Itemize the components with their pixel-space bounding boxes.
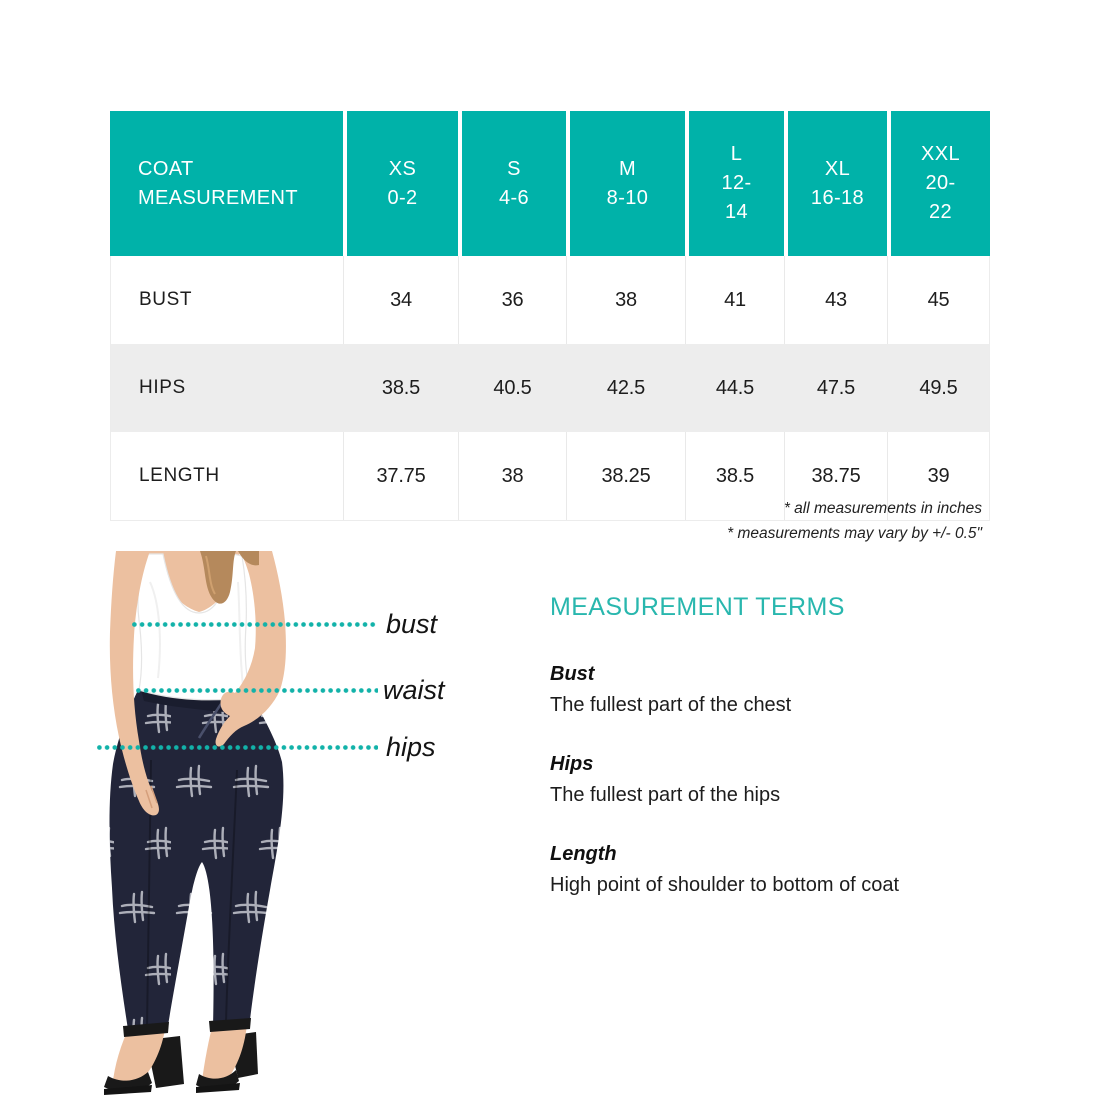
size-label: L [730, 143, 743, 165]
measurement-cell: 45 [887, 256, 989, 344]
table-header-row [110, 111, 990, 256]
table-row-hips [111, 344, 989, 432]
measurement-cell: 47.5 [784, 344, 887, 432]
table-title: COAT MEASUREMENT [138, 157, 298, 209]
term-name: Length [550, 843, 617, 865]
measurement-cell: 38.5 [343, 344, 458, 432]
size-table [110, 111, 990, 521]
row-label: LENGTH [139, 465, 220, 486]
measurement-cell: 36 [458, 256, 566, 344]
size-range: 8-10 [606, 186, 649, 209]
table-row-bust [111, 256, 989, 344]
bust-measure-line [132, 622, 378, 627]
measurement-cell: 38 [458, 432, 566, 520]
term-item-hips [550, 752, 995, 808]
table-body [110, 256, 990, 521]
row-label: HIPS [139, 377, 186, 398]
measurement-cell: 39 [887, 432, 989, 520]
size-column-header-xxl [887, 111, 990, 256]
size-column-header-xl [784, 111, 887, 256]
row-label: BUST [139, 289, 193, 310]
coat-measurement-header-cell [110, 111, 343, 256]
term-item-bust [550, 662, 995, 718]
term-name: Hips [550, 753, 594, 775]
size-label: XL [824, 157, 851, 180]
size-range: 12-14 [721, 172, 752, 223]
measurement-cell: 42.5 [566, 344, 685, 432]
measurement-cell: 43 [784, 256, 887, 344]
size-column-header-s [458, 111, 566, 256]
terms-title: MEASUREMENT TERMS [550, 593, 845, 621]
measurement-terms-section [550, 593, 995, 898]
term-item-length [550, 842, 995, 898]
size-label: S [507, 157, 521, 180]
size-range: 4-6 [498, 186, 530, 209]
hips-measure-line [97, 745, 378, 750]
size-label: M [618, 157, 637, 180]
term-definition: High point of shoulder to bottom of coat [550, 874, 900, 896]
term-name: Bust [550, 663, 595, 685]
size-range: 0-2 [387, 186, 418, 209]
footnote-tolerance: * measurements may vary by +/- 0.5" [727, 525, 982, 542]
waist-measure-line [136, 688, 378, 693]
measurement-cell: 44.5 [685, 344, 784, 432]
measurement-cell: 49.5 [887, 344, 989, 432]
size-column-header-l [685, 111, 784, 256]
term-definition: The fullest part of the hips [550, 784, 781, 806]
size-column-header-xs [343, 111, 458, 256]
measurement-cell: 38.25 [566, 432, 685, 520]
size-column-header-m [566, 111, 685, 256]
term-definition: The fullest part of the chest [550, 694, 792, 716]
size-label: XS [388, 157, 417, 180]
measurement-cell: 34 [343, 256, 458, 344]
measurement-cell: 40.5 [458, 344, 566, 432]
measurement-cell: 37.75 [343, 432, 458, 520]
measurement-cell: 38.75 [784, 432, 887, 520]
size-label: XXL [920, 143, 960, 165]
bust-line-label: bust [386, 609, 438, 639]
size-range: 20-22 [925, 172, 956, 223]
size-range: 16-18 [810, 186, 865, 209]
waist-line-label: waist [383, 675, 445, 705]
heeled-sandals [104, 1018, 258, 1095]
measurement-cell: 41 [685, 256, 784, 344]
measurement-cell: 38.5 [685, 432, 784, 520]
measurement-cell: 38 [566, 256, 685, 344]
footnote-inches: * all measurements in inches [783, 500, 982, 517]
hips-line-label: hips [386, 732, 436, 762]
